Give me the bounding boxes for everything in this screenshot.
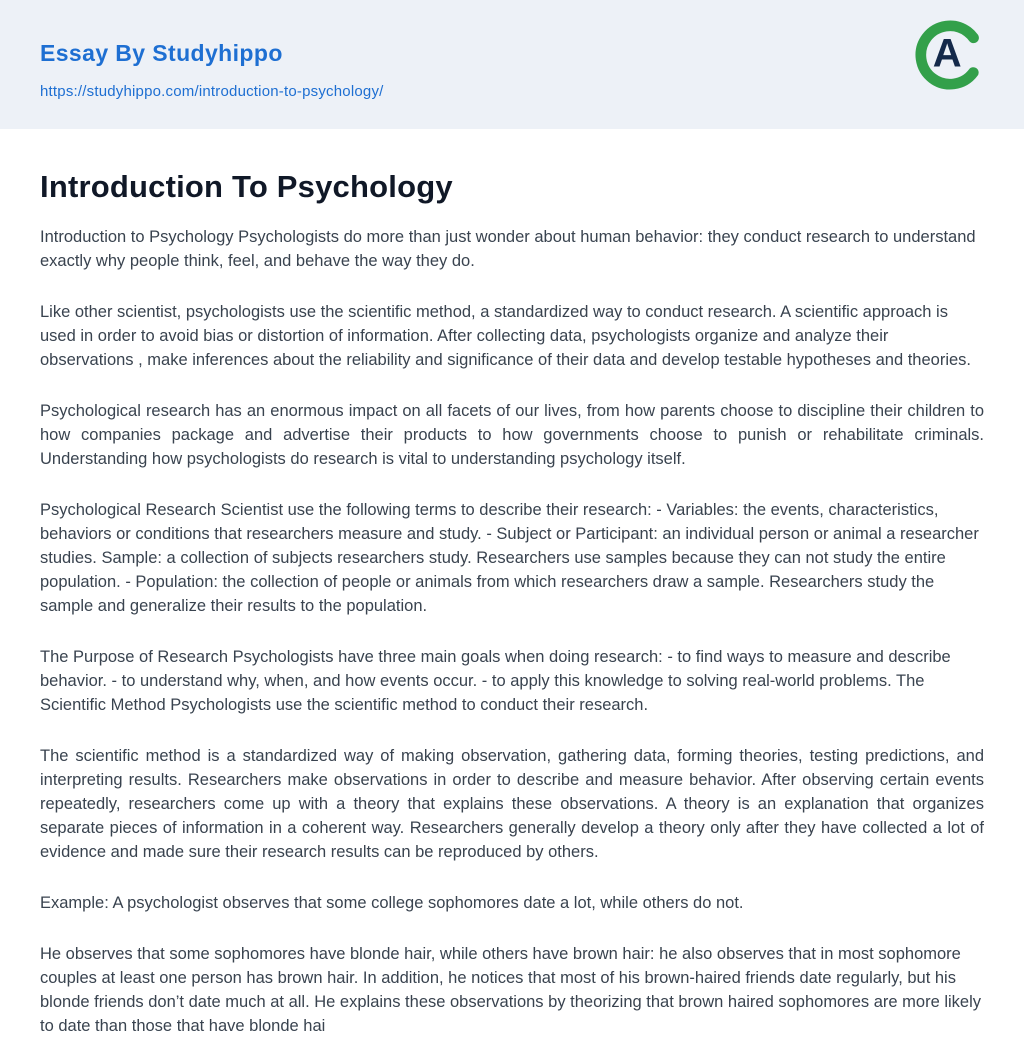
paragraph-4: Psychological Research Scientist use the following terms to describe their research: - Variables: the events, characteristics, behaviors or conditions that researchers measure and study. - Subject or Participant: an individual person or animal a researcher studies. Sample: a collection of subjects researchers study. Researchers use samples because they can not study the entire population. - Population: the collection of people or animals from which researchers draw a sample. Researchers study the sample and generalize their results to the population. (40, 501, 979, 615)
paragraph-3: Psychological research has an enormous impact on all facets of our lives, from how parents choose to discipline their children to how companies package and advertise their products to how governments choose to punish or rehabilitate criminals. Understanding how psychologists do research is vital to understanding psychology itself. (40, 402, 984, 468)
paragraph-8: He observes that some sophomores have blonde hair, while others have brown hair: he also observes that in most sophomore couples at least one person has brown hair. In addition, he notices that most of his brown-haired friends date regularly, but his blonde friends don’t date much at all. He explains these observations by theorizing that brown haired sophomores are more likely to date than those that have blonde hai (40, 945, 982, 1035)
studyhippo-logo[interactable] (915, 20, 985, 90)
paragraph-5: The Purpose of Research Psychologists have three main goals when doing research: - to find ways to measure and describe behavior. - to understand why, when, and how events occur. - to apply this knowledge to solving real-world problems. The Scientific Method Psychologists use the scientific method to conduct their research. (40, 648, 951, 714)
article-title: Introduction To Psychology (40, 169, 453, 204)
essay-content (0, 169, 1024, 1038)
site-brand: Essay By Studyhippo (40, 40, 283, 66)
logo-letter: A (932, 31, 962, 76)
essay-url-link[interactable]: https://studyhippo.com/introduction-to-psychology/ (40, 83, 384, 100)
paragraph-1: Introduction to Psychology Psychologists do more than just wonder about human behavior: they conduct research to understand exactly why people think, feel, and behave the way they do. (40, 228, 976, 270)
paragraph-2: Like other scientist, psychologists use the scientific method, a standardized way to conduct research. A scientific approach is used in order to avoid bias or distortion of information. After collecting data, psychologists organize and analyze their observations , make inferences about the reliability and significance of their data and develop testable hypotheses and theories. (40, 303, 972, 369)
paragraph-6: The scientific method is a standardized way of making observation, gathering data, forming theories, testing predictions, and interpreting results. Researchers make observations in order to describe and measure behavior. After observing certain events repeatedly, researchers come up with a theory that explains these observations. A theory is an explanation that organizes separate pieces of information in a coherent way. Researchers generally develop a theory only after they have collected a lot of evidence and made sure their research results can be reproduced by others. (40, 747, 984, 861)
page-header (0, 0, 1024, 129)
header-text (40, 40, 984, 101)
paragraph-7: Example: A psychologist observes that some college sophomores date a lot, while others do not. (40, 894, 744, 912)
